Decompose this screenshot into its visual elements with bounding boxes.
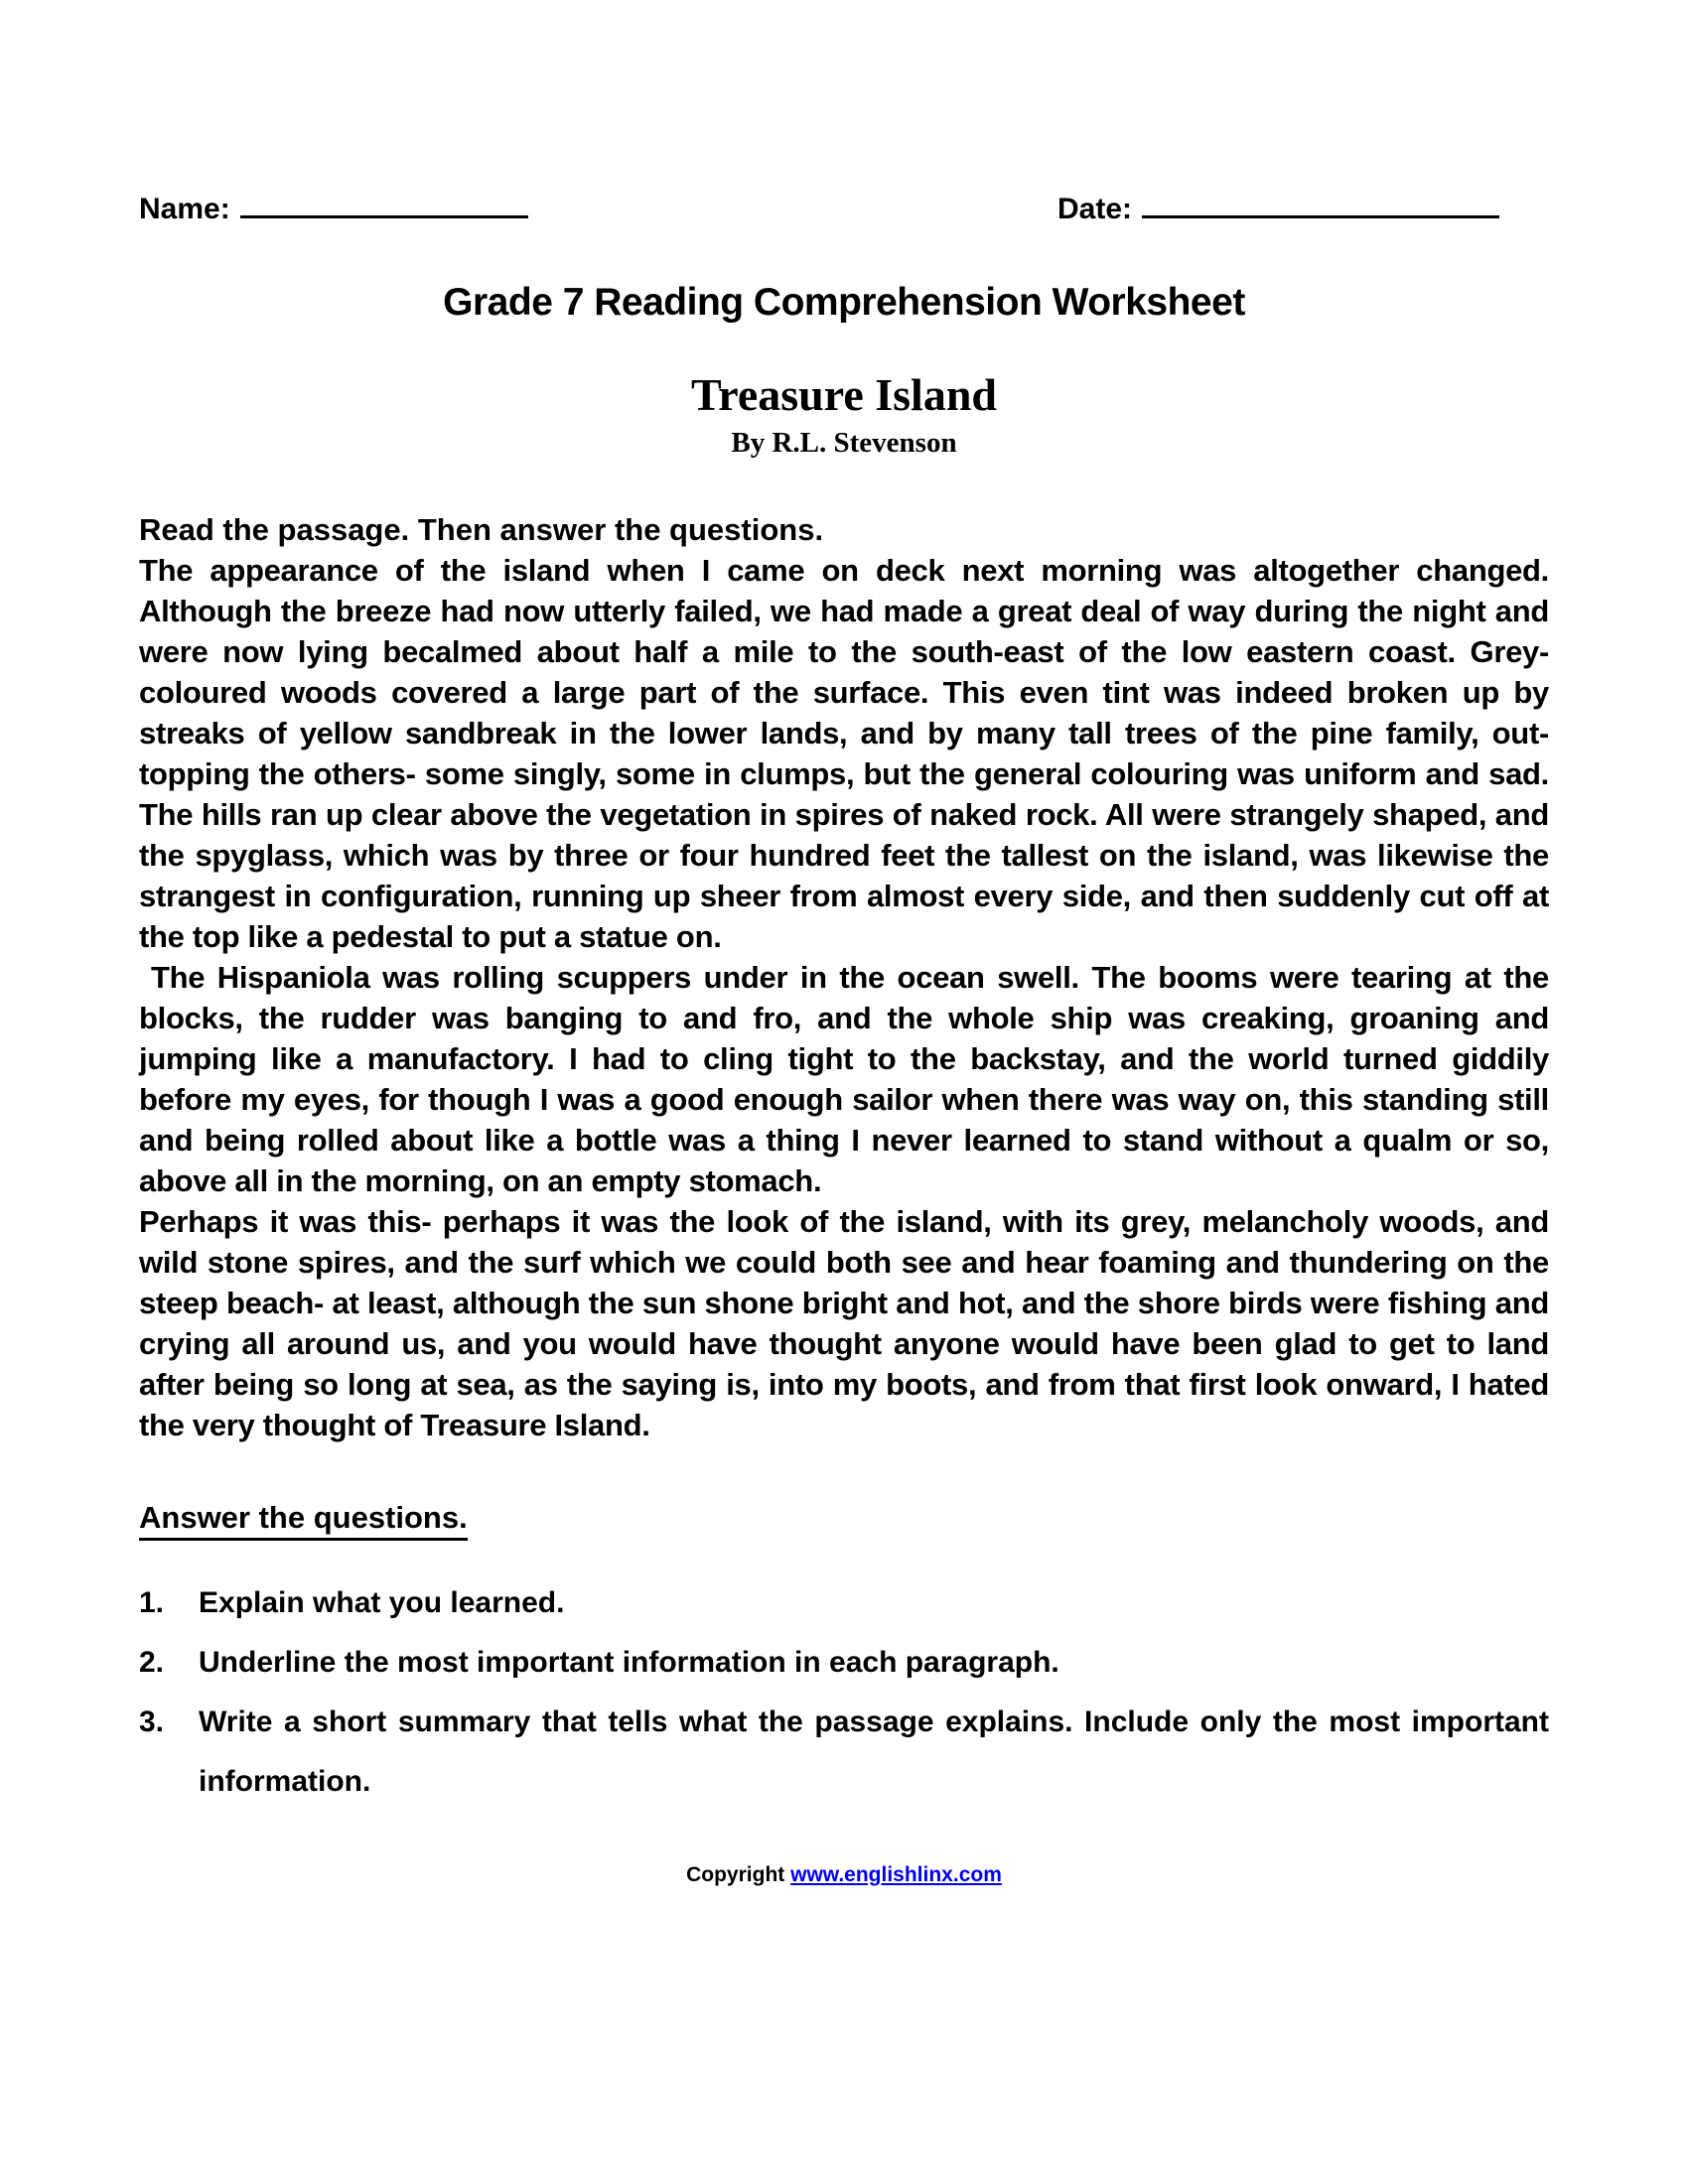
passage-paragraph-2: The Hispaniola was rolling scuppers under in the ocean swell. The booms were tearing at the blocks, the rudder was banging to and fro, and the whole ship was creaking, groaning and jumping like a manufactory. I had to cling tight to the backstay, and the world turned giddily before my eyes, for though I was a good enough sailor when there was way on, this standing still and being rolled about like a bottle was a thing I never learned to stand without a qualm or so, above all in the morning, on an empty stomach. [139, 960, 1549, 1198]
passage-paragraph-3: Perhaps it was this- perhaps it was the look of the island, with its grey, melancholy woods, and wild stone spires, and the surf which we could both see and hear foaming and thundering on the steep beach- at least, although the sun shone bright and hot, and the shore birds were fishing and crying all around us, and you would have thought anyone would have been glad to get to land after being so long at sea, as the saying is, into my boots, and from that first look onward, I hated the very thought of Treasure Island. [139, 1204, 1549, 1442]
copyright-label: Copyright [686, 1863, 791, 1886]
passage-paragraph-1: The appearance of the island when I came on deck next morning was altogether changed. Although the breeze had now utterly failed, we had made a great deal of way during the night and were now lying becalmed about half a mile to the south-east of the low eastern coast. Grey-coloured woods covered a large part of the surface. This even tint was indeed broken up by streaks of yellow sandbreak in the lower lands, and by many tall trees of the pine family, out-topping the others- some singly, some in clumps, but the general colouring was uniform and sad. The hills ran up clear above the vegetation in spires of naked rock. All were strangely shaped, and the spyglass, which was by three or four hundred feet the tallest on the island, was likewise the strangest in configuration, running up sheer from almost every side, and then suddenly cut off at the top like a pedestal to put a statue on. [139, 553, 1549, 954]
questions-list [139, 1573, 1549, 1812]
passage-body [139, 550, 1549, 1445]
question-text: Underline the most important information in each paragraph. [199, 1646, 1059, 1679]
question-item-2 [139, 1633, 1549, 1693]
question-item-1 [139, 1573, 1549, 1633]
question-number: 3. [139, 1706, 165, 1738]
question-number: 2. [139, 1646, 165, 1679]
copyright-footer [139, 1863, 1549, 1887]
name-label: Name: [139, 193, 230, 225]
name-date-row [139, 189, 1549, 226]
date-label: Date: [1056, 193, 1132, 225]
passage-author: By R.L. Stevenson [731, 427, 957, 459]
name-blank [240, 189, 528, 218]
passage-instructions: Read the passage. Then answer the questions. [139, 512, 824, 547]
question-item-3 [139, 1693, 1549, 1812]
passage-title: Treasure Island [690, 369, 997, 420]
question-number: 1. [139, 1586, 165, 1619]
englishlinx-link[interactable]: www.englishlinx.com [790, 1863, 1002, 1886]
name-field [139, 189, 528, 226]
date-field [1057, 189, 1499, 226]
questions-heading-text: Answer the questions. [139, 1500, 468, 1541]
date-blank [1142, 189, 1499, 218]
question-text: Explain what you learned. [199, 1586, 565, 1619]
questions-heading [139, 1500, 1549, 1536]
worksheet-title: Grade 7 Reading Comprehension Worksheet [443, 281, 1245, 324]
question-text: Write a short summary that tells what the passage explains. Include only the most important information. [199, 1706, 1549, 1798]
